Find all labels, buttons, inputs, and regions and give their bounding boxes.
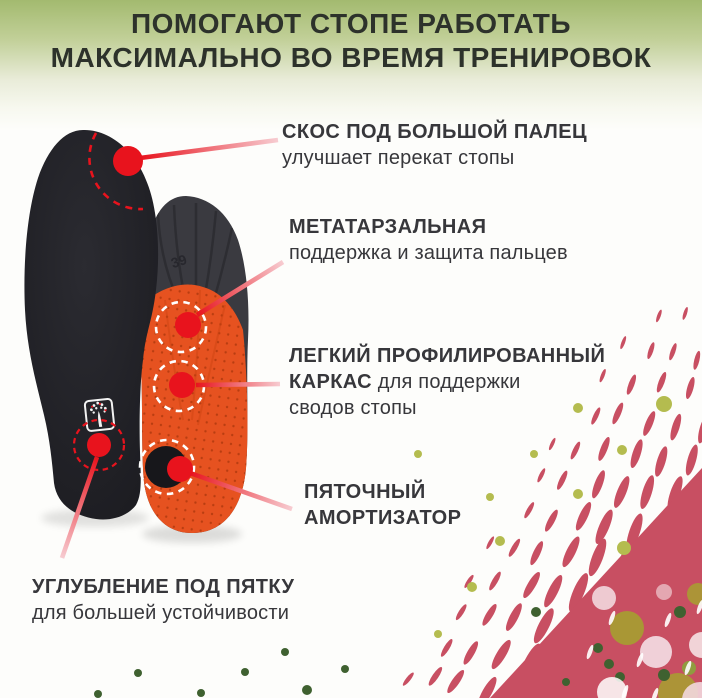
dot-heel-shock: [167, 456, 193, 482]
callout-heel-shock-title1: ПЯТОЧНЫЙ: [304, 481, 426, 503]
callout-heel-shock: [304, 479, 461, 531]
callout-heel-shock-title2: АМОРТИЗАТОР: [304, 507, 462, 529]
callout-metatarsal-title: МЕТАТАРЗАЛЬНАЯ: [289, 216, 487, 238]
callout-metatarsal-desc: поддержка и защита пальцев: [289, 242, 568, 264]
dot-metatarsal: [175, 312, 201, 338]
callout-heel-cup-title: УГЛУБЛЕНИЕ ПОД ПЯТКУ: [32, 576, 295, 598]
dot-toe-bevel: [113, 146, 143, 176]
callout-toe-bevel-desc: улучшает перекат стопы: [282, 147, 515, 169]
callout-heel-cup-desc: для большей устойчивости: [32, 602, 290, 624]
size-label: 39: [168, 251, 189, 272]
dot-heel-cup: [87, 433, 111, 457]
callout-frame-rest: для поддержки: [372, 371, 521, 393]
page-title-line1: ПОМОГАЮТ СТОПЕ РАБОТАТЬ: [131, 8, 571, 39]
callout-heel-cup: [32, 574, 294, 626]
callout-frame-title2: КАРКАС: [289, 371, 372, 393]
full-length-insole: [24, 130, 158, 520]
page-title-line2: МАКСИМАЛЬНО ВО ВРЕМЯ ТРЕНИРОВОК: [50, 42, 652, 73]
callout-frame-line3: сводов стопы: [289, 397, 417, 419]
callout-frame: [289, 343, 605, 421]
callout-frame-title1: ЛЕГКИЙ ПРОФИЛИРОВАННЫЙ: [289, 345, 606, 367]
line-frame: [196, 384, 280, 385]
line-toe-bevel: [140, 140, 278, 158]
callout-metatarsal: [289, 214, 568, 266]
dot-frame: [169, 372, 195, 398]
callout-toe-bevel: [282, 119, 587, 171]
callout-toe-bevel-title: СКОС ПОД БОЛЬШОЙ ПАЛЕЦ: [282, 121, 587, 143]
